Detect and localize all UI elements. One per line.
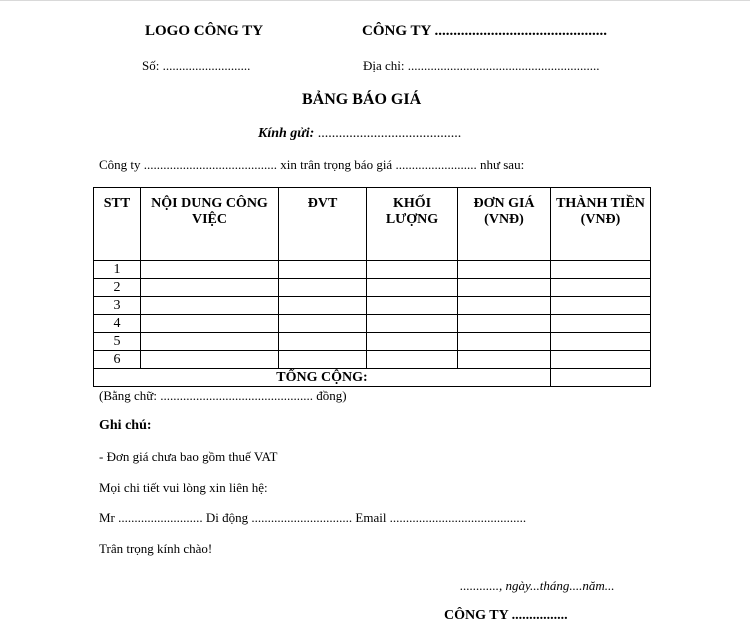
document-number-field: Số: ...........................	[142, 58, 251, 73]
table-cell[interactable]	[141, 315, 279, 333]
recipient-dots: .........................................	[314, 126, 462, 141]
intro-line: Công ty ......................................... xin trân trọng báo giá ......................... như sau:	[99, 157, 525, 172]
total-row	[94, 369, 651, 387]
table-row	[94, 351, 651, 369]
table-cell[interactable]	[279, 261, 367, 279]
notes-title: Ghi chú:	[99, 418, 152, 433]
header-total: THÀNH TIỀN (VNĐ)	[551, 188, 651, 261]
recipient-line	[258, 126, 461, 142]
table-cell[interactable]	[141, 351, 279, 369]
row-stt: 6	[94, 351, 141, 369]
table-cell[interactable]	[551, 333, 651, 351]
amount-in-words: (Bằng chữ: ............................................... đồng)	[99, 388, 347, 403]
header-content: NỘI DUNG CÔNG VIỆC	[141, 188, 279, 261]
row-stt: 5	[94, 333, 141, 351]
table-cell[interactable]	[141, 279, 279, 297]
header-stt: STT	[94, 188, 141, 261]
header-quantity: KHỐI LƯỢNG	[367, 188, 458, 261]
table-cell[interactable]	[367, 315, 458, 333]
date-line: ............, ngày...tháng....năm...	[460, 578, 615, 593]
table-row	[94, 315, 651, 333]
row-stt: 2	[94, 279, 141, 297]
total-value-cell[interactable]	[551, 369, 651, 387]
note-vat: - Đơn giá chưa bao gồm thuế VAT	[99, 449, 278, 464]
page-top-border	[0, 0, 750, 1]
quote-table	[93, 187, 651, 387]
recipient-label: Kính gửi:	[258, 126, 315, 141]
header-unit-price: ĐƠN GIÁ (VNĐ)	[458, 188, 551, 261]
table-cell[interactable]	[279, 315, 367, 333]
signature-company: CÔNG TY ................	[444, 608, 568, 623]
table-row	[94, 333, 651, 351]
closing-line: Trân trọng kính chào!	[99, 541, 213, 556]
document-title: BẢNG BÁO GIÁ	[302, 91, 422, 108]
table-row	[94, 261, 651, 279]
table-cell[interactable]	[279, 297, 367, 315]
row-stt: 3	[94, 297, 141, 315]
table-cell[interactable]	[458, 297, 551, 315]
table-row	[94, 297, 651, 315]
logo-placeholder: LOGO CÔNG TY	[145, 23, 264, 39]
table-cell[interactable]	[141, 261, 279, 279]
table-header-row	[94, 188, 651, 261]
note-contact-intro: Mọi chi tiết vui lòng xin liên hệ:	[99, 480, 268, 495]
table-cell[interactable]	[551, 261, 651, 279]
company-name-field: CÔNG TY ..............................................	[362, 23, 608, 39]
table-cell[interactable]	[551, 315, 651, 333]
table-cell[interactable]	[279, 333, 367, 351]
table-cell[interactable]	[367, 279, 458, 297]
table-row	[94, 279, 651, 297]
table-cell[interactable]	[367, 333, 458, 351]
table-cell[interactable]	[279, 279, 367, 297]
total-label: TỔNG CỘNG:	[94, 369, 551, 387]
contact-line: Mr .......................... Di động ............................... Email ..........................................	[99, 510, 527, 525]
table-cell[interactable]	[367, 297, 458, 315]
table-cell[interactable]	[367, 261, 458, 279]
table-cell[interactable]	[458, 333, 551, 351]
table-cell[interactable]	[141, 297, 279, 315]
address-field: Địa chỉ: ...........................................................	[363, 58, 600, 73]
table-cell[interactable]	[551, 297, 651, 315]
table-cell[interactable]	[279, 351, 367, 369]
table-cell[interactable]	[551, 351, 651, 369]
header-unit: ĐVT	[279, 188, 367, 261]
table-cell[interactable]	[141, 333, 279, 351]
table-cell[interactable]	[551, 279, 651, 297]
table-cell[interactable]	[458, 315, 551, 333]
row-stt: 1	[94, 261, 141, 279]
table-cell[interactable]	[458, 351, 551, 369]
table-cell[interactable]	[367, 351, 458, 369]
table-cell[interactable]	[458, 279, 551, 297]
row-stt: 4	[94, 315, 141, 333]
table-cell[interactable]	[458, 261, 551, 279]
